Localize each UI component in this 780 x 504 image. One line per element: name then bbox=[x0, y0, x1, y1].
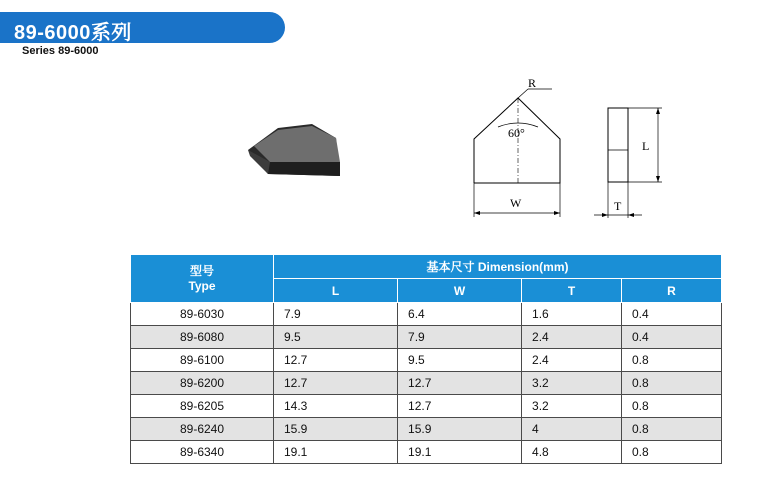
t-cell: 3.2 bbox=[522, 395, 622, 418]
type-cell: 89-6240 bbox=[131, 418, 274, 441]
w-cell: 6.4 bbox=[398, 303, 522, 326]
w-cell: 12.7 bbox=[398, 395, 522, 418]
width-label: W bbox=[510, 196, 522, 210]
type-header-cn: 型号 bbox=[189, 263, 214, 278]
t-cell: 2.4 bbox=[522, 326, 622, 349]
r-cell: 0.4 bbox=[621, 303, 721, 326]
table-row bbox=[131, 441, 722, 464]
l-cell: 15.9 bbox=[274, 418, 398, 441]
t-cell: 1.6 bbox=[522, 303, 622, 326]
series-title: 89-6000系列 bbox=[14, 22, 132, 44]
t-cell: 2.4 bbox=[522, 349, 622, 372]
w-cell: 15.9 bbox=[398, 418, 522, 441]
dimension-group-header: 基本尺寸 Dimension(mm) bbox=[274, 255, 722, 279]
l-cell: 12.7 bbox=[274, 349, 398, 372]
type-cell: 89-6100 bbox=[131, 349, 274, 372]
type-cell: 89-6200 bbox=[131, 372, 274, 395]
series-title-bar bbox=[0, 12, 285, 43]
angle-label: 60° bbox=[508, 126, 525, 140]
w-cell: 7.9 bbox=[398, 326, 522, 349]
type-cell: 89-6080 bbox=[131, 326, 274, 349]
table-row bbox=[131, 303, 722, 326]
t-cell: 3.2 bbox=[522, 372, 622, 395]
r-cell: 0.4 bbox=[621, 326, 721, 349]
t-cell: 4 bbox=[522, 418, 622, 441]
type-cell: 89-6030 bbox=[131, 303, 274, 326]
l-cell: 7.9 bbox=[274, 303, 398, 326]
insert-product-image bbox=[240, 110, 350, 190]
radius-label: R bbox=[528, 76, 537, 90]
column-header-t: T bbox=[522, 279, 622, 303]
r-cell: 0.8 bbox=[621, 418, 721, 441]
type-header-en: Type bbox=[188, 278, 216, 293]
type-column-header bbox=[131, 255, 274, 303]
table-row bbox=[131, 395, 722, 418]
l-cell: 14.3 bbox=[274, 395, 398, 418]
front-view-drawing bbox=[460, 75, 580, 225]
table-row bbox=[131, 326, 722, 349]
w-cell: 9.5 bbox=[398, 349, 522, 372]
r-cell: 0.8 bbox=[621, 372, 721, 395]
dimension-table bbox=[130, 254, 722, 464]
w-cell: 19.1 bbox=[398, 441, 522, 464]
l-cell: 19.1 bbox=[274, 441, 398, 464]
t-cell: 4.8 bbox=[522, 441, 622, 464]
table-row bbox=[131, 349, 722, 372]
table-row bbox=[131, 372, 722, 395]
table-row bbox=[131, 418, 722, 441]
series-subtitle: Series 89-6000 bbox=[22, 45, 99, 57]
column-header-r: R bbox=[621, 279, 721, 303]
side-view-drawing bbox=[590, 100, 670, 225]
column-header-w: W bbox=[398, 279, 522, 303]
r-cell: 0.8 bbox=[621, 349, 721, 372]
l-cell: 12.7 bbox=[274, 372, 398, 395]
r-cell: 0.8 bbox=[621, 395, 721, 418]
thickness-label: T bbox=[614, 199, 622, 213]
type-cell: 89-6340 bbox=[131, 441, 274, 464]
type-cell: 89-6205 bbox=[131, 395, 274, 418]
column-header-l: L bbox=[274, 279, 398, 303]
length-label: L bbox=[642, 139, 650, 153]
r-cell: 0.8 bbox=[621, 441, 721, 464]
w-cell: 12.7 bbox=[398, 372, 522, 395]
l-cell: 9.5 bbox=[274, 326, 398, 349]
